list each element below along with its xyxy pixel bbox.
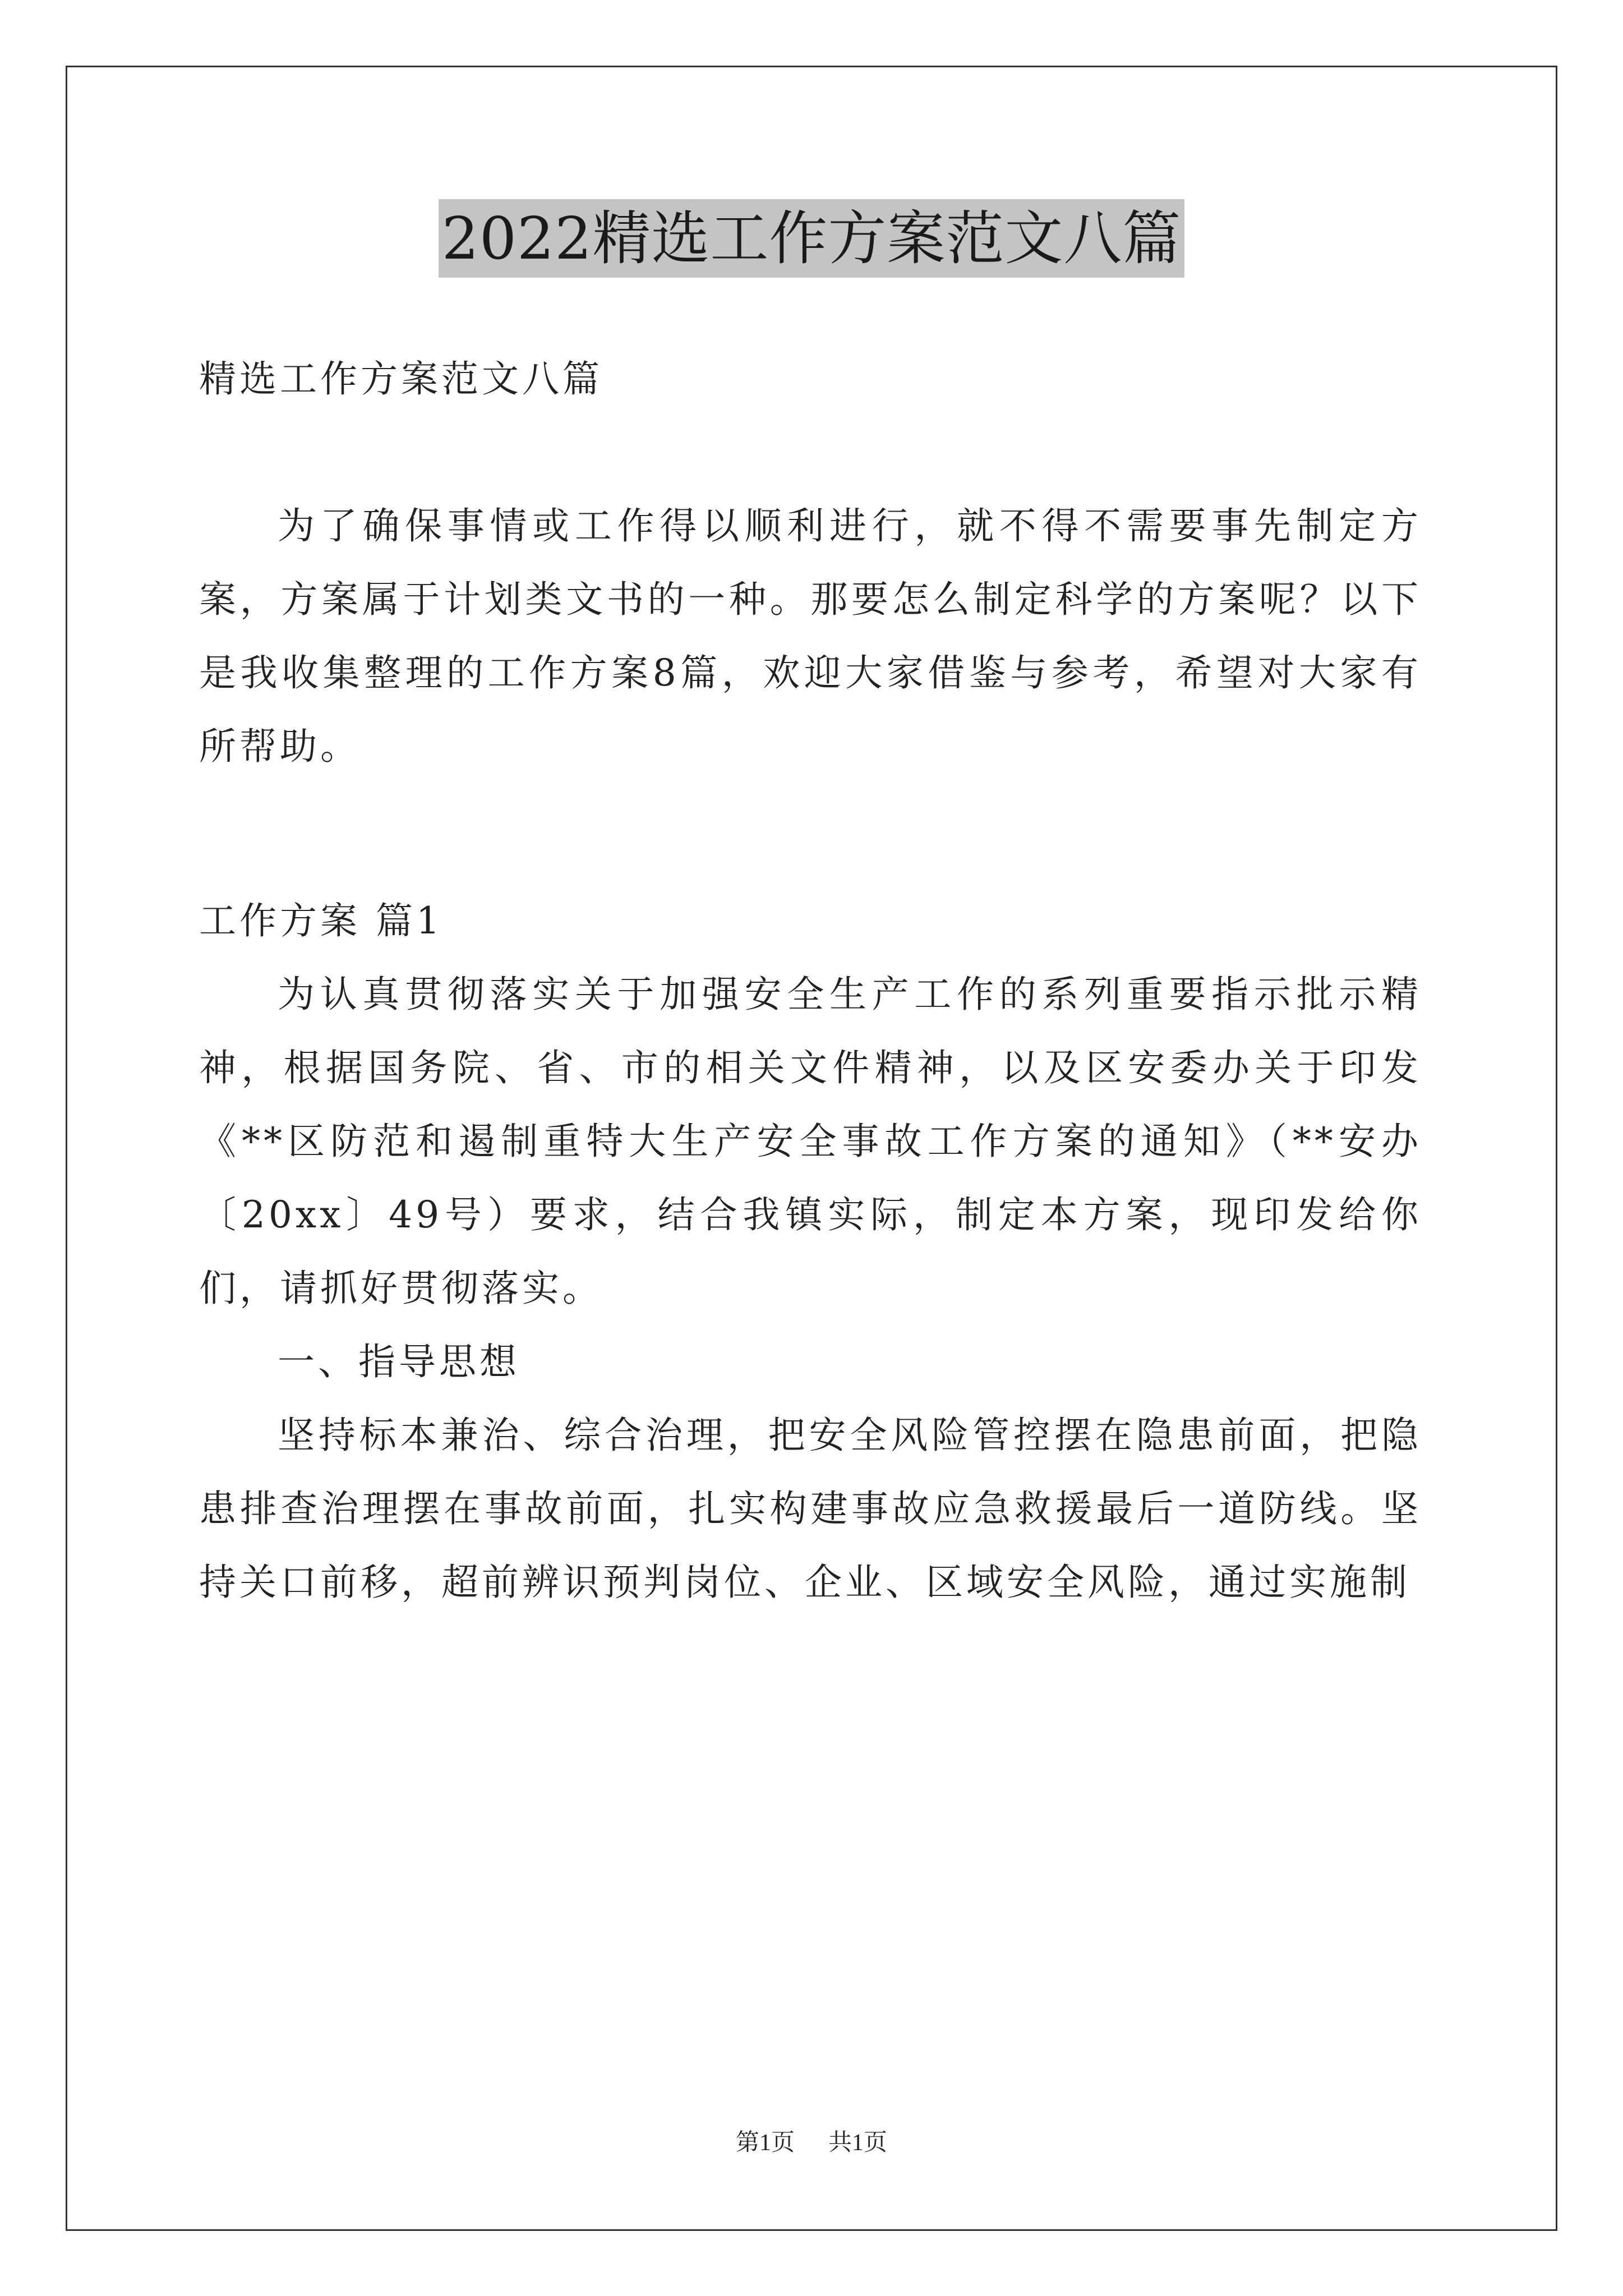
document-body [199, 342, 1422, 1619]
section-heading: 工作方案 篇1 [199, 899, 443, 942]
intro-paragraph: 为了确保事情或工作得以顺利进行，就不得不需要事先制定方案，方案属于计划类文书的一种。那要怎么制定科学的方案呢？以下是我收集整理的工作方案8篇，欢迎大家借鉴与参考，希望对大家有所帮助。 [199, 504, 1422, 768]
page-footer [0, 2126, 1623, 2160]
page-total: 共1页 [828, 2130, 888, 2156]
section-paragraph-2: 坚持标本兼治、综合治理，把安全风险管控摆在隐患前面，把隐患排查治理摆在事故前面，扎实构建事故应急救援最后一道防线。坚持关口前移，超前辨识预判岗位、企业、区域安全风险，通过实施制 [199, 1414, 1422, 1604]
spacer [199, 416, 1422, 489]
document-title: 2022精选工作方案范文八篇 [439, 199, 1185, 278]
spacer [199, 783, 1422, 884]
page-number: 第1页 [735, 2130, 795, 2156]
title-wrapper [0, 199, 1623, 278]
section-paragraph-1: 为认真贯彻落实关于加强安全生产工作的系列重要指示批示精神，根据国务院、省、市的相关文件精神，以及区安委办关于印发《**区防范和遏制重特大生产安全事故工作方案的通知》（**安办〔20xx〕49号）要求，结合我镇实际，制定本方案，现印发给你们，请抓好贯彻落实。 [199, 973, 1422, 1310]
document-subtitle: 精选工作方案范文八篇 [199, 357, 603, 401]
subheading-guiding-ideology: 一、指导思想 [278, 1340, 520, 1383]
